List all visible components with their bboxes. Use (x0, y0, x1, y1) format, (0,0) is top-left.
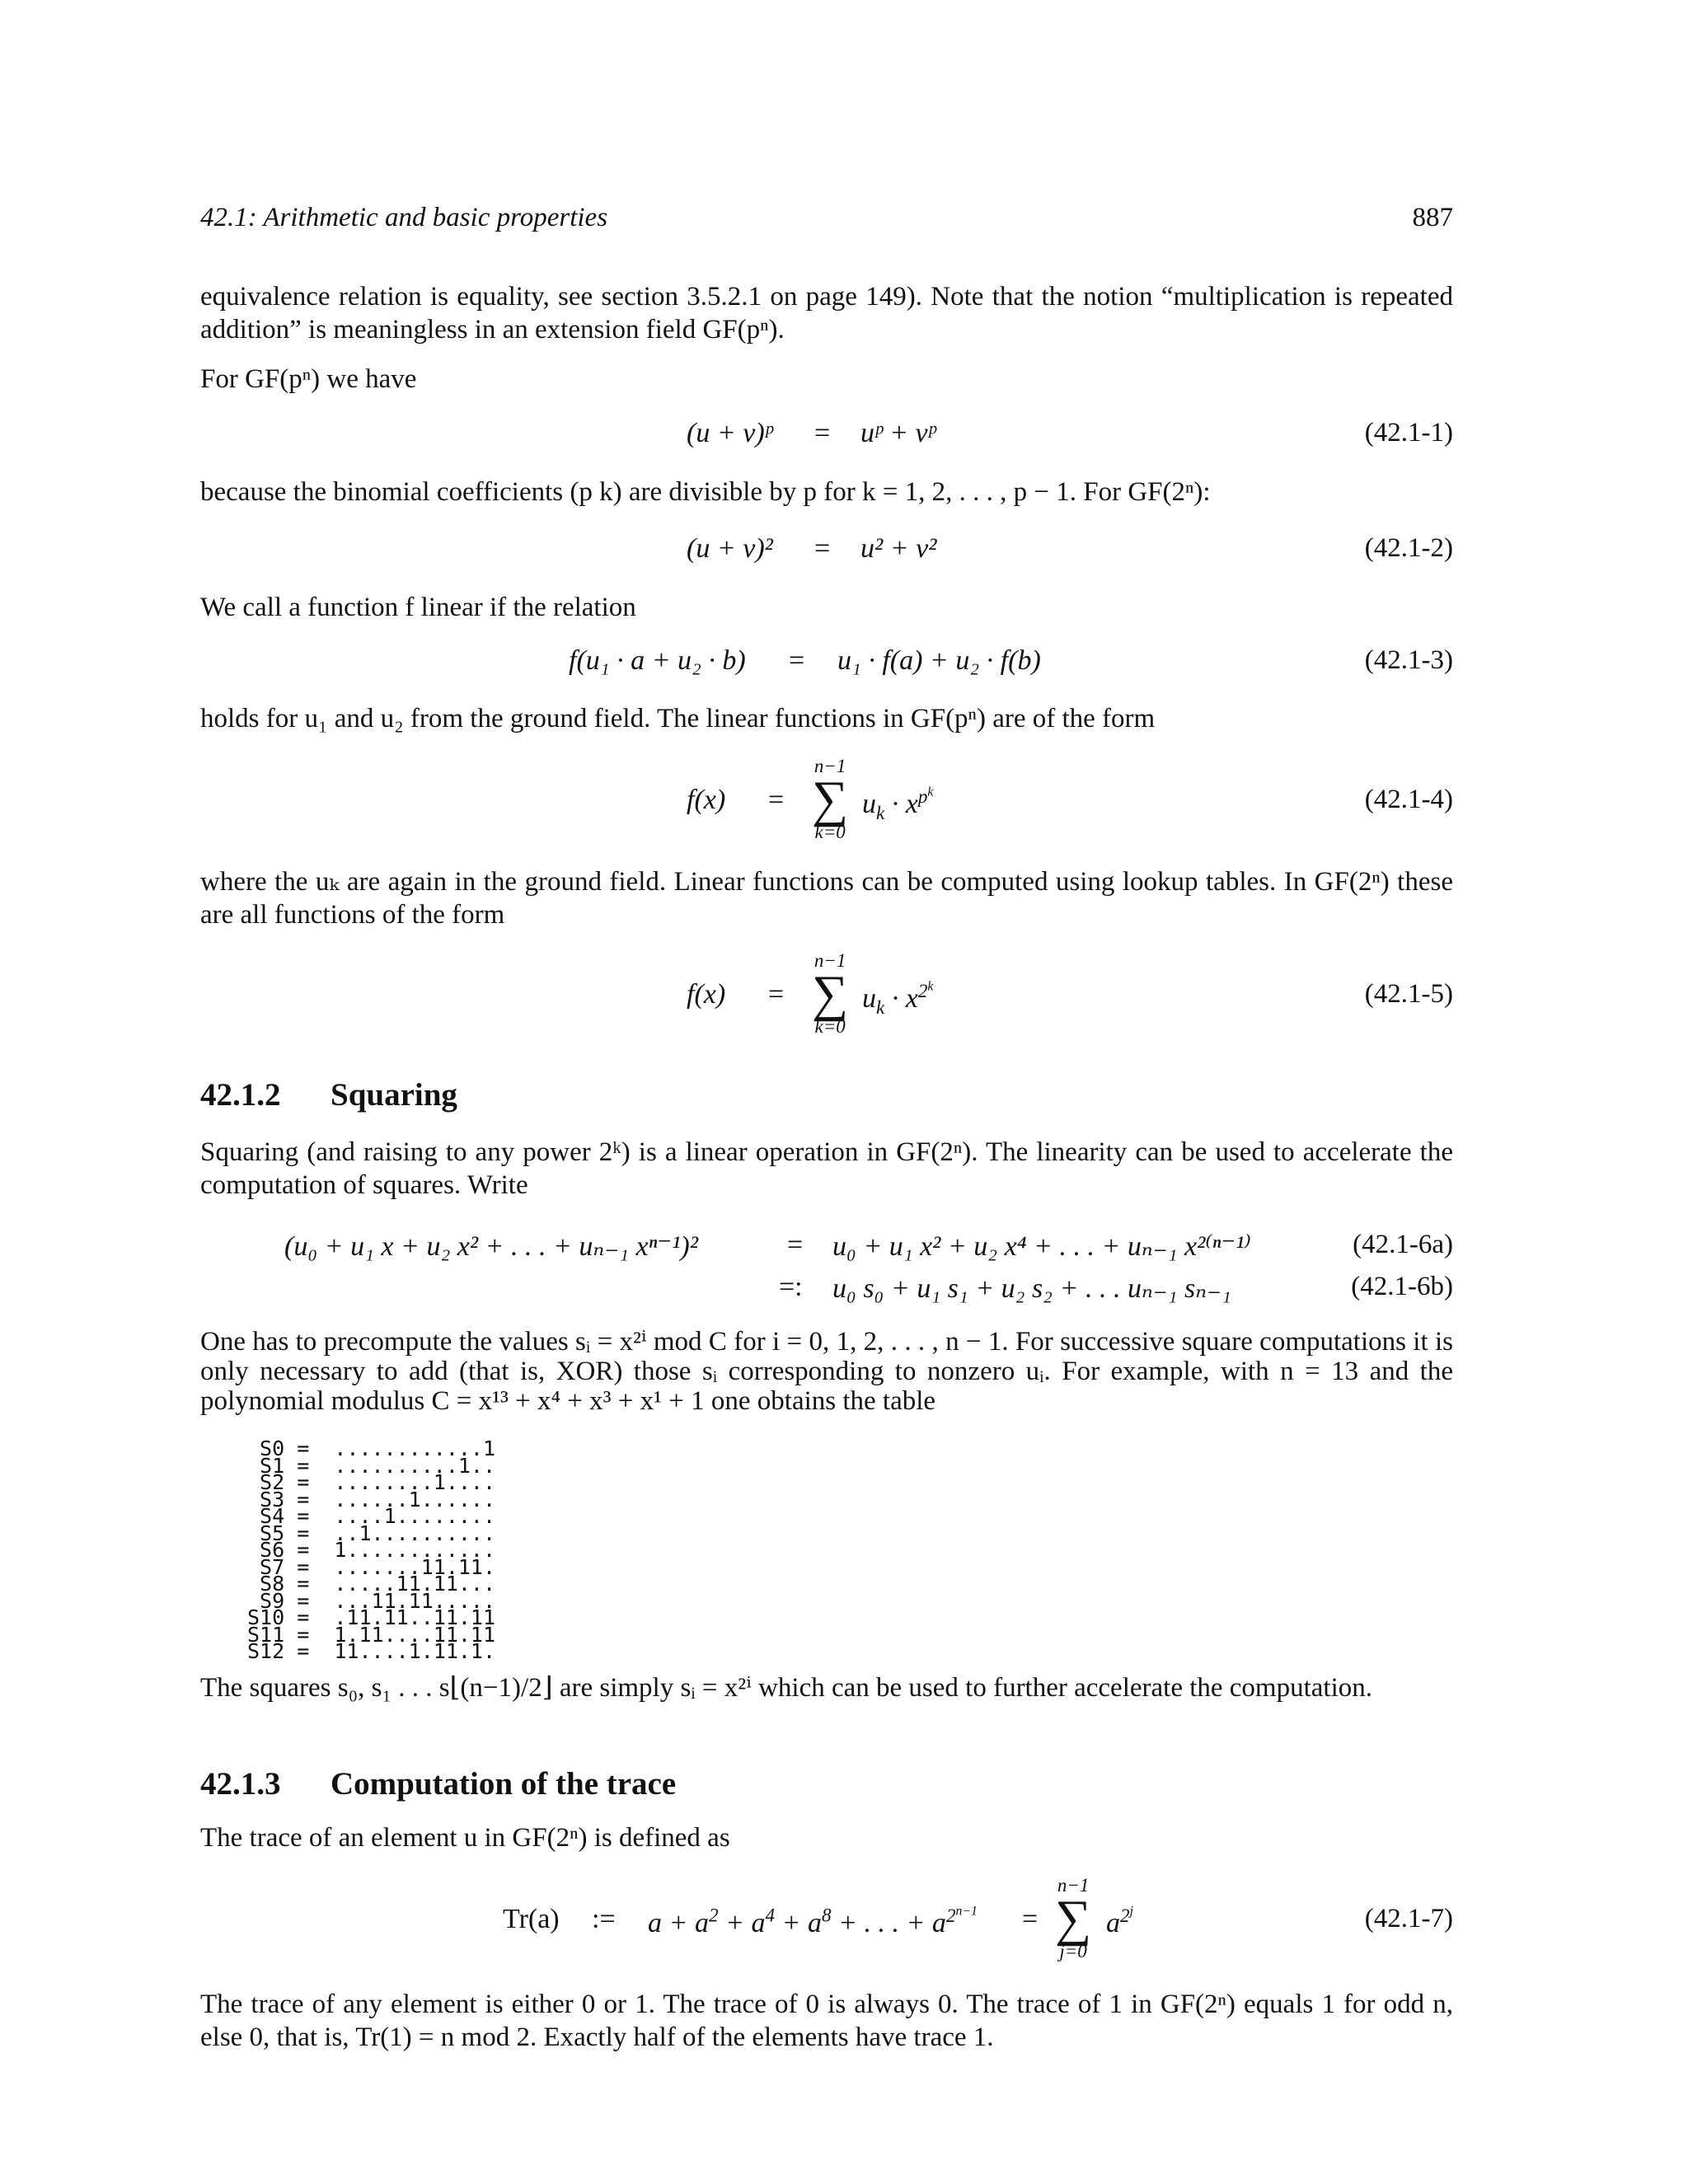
section-heading-trace (200, 1765, 676, 1802)
eq2-lhs: (u + v)² (687, 533, 773, 564)
table-row: S5 = ..1.......... (247, 1521, 496, 1545)
square-table (247, 1436, 496, 1663)
paragraph-linear-def: We call a function f linear if the relation (200, 593, 636, 622)
eq6b-rel: =: (779, 1272, 803, 1302)
eq5-term-display: $u_k \cdot x^{2^k}$ (862, 979, 934, 1019)
eq7-sum-upper: n−1 (1057, 1875, 1090, 1896)
table-row: S1 = ..........1.. (247, 1453, 496, 1478)
eq4-rel: = (768, 785, 785, 815)
paragraph-gf-pn: For GF(pⁿ) we have (200, 364, 417, 394)
table-row: S8 = .....11.11... (247, 1572, 496, 1596)
section-number: 42.1.3 (200, 1766, 281, 1802)
eq1-lhs: (u + v)ᵖ (687, 418, 773, 448)
section-title: Computation of the trace (331, 1766, 677, 1802)
eq3-lhs: f(u₁ · a + u₂ · b) (569, 645, 746, 676)
section-heading-squaring (200, 1076, 457, 1113)
eq7-lhs: Tr(a) (503, 1904, 560, 1934)
eq3-rel: = (789, 645, 805, 676)
paragraph-trace-def: The trace of an element u in GF(2ⁿ) is defined as (200, 1823, 730, 1853)
eq5-number: (42.1-5) (1364, 979, 1453, 1009)
eq1-number: (42.1-1) (1364, 418, 1453, 448)
eq6a-rel: = (787, 1230, 804, 1260)
eq7-number: (42.1-7) (1364, 1904, 1453, 1933)
eq4-sum (812, 757, 848, 842)
eq7-rel2: = (1022, 1904, 1039, 1934)
table-row: S11 = 1.11....11.11 (247, 1622, 496, 1647)
sigma-icon: ∑ (1055, 1891, 1092, 1947)
eq4-term (862, 785, 933, 825)
eq4-term-display: $u_k \cdot x^{p^k}$ (862, 785, 934, 824)
eq4-lhs: f(x) (687, 785, 726, 815)
eq5-sum-upper: n−1 (814, 950, 846, 971)
eq6a-number: (42.1-6a) (1353, 1230, 1453, 1259)
eq1-rel: = (814, 418, 831, 448)
table-row: S10 = .11.11..11.11 (247, 1605, 496, 1629)
section-number: 42.1.2 (200, 1077, 281, 1113)
eq5-rel: = (768, 979, 785, 1010)
eq7-sum-lower: j=0 (1059, 1941, 1087, 1961)
table-row: S4 = ....1........ (247, 1504, 496, 1528)
table-row: S6 = 1............ (247, 1538, 496, 1562)
eq7-sum (1055, 1876, 1091, 1961)
eq1-rhs: uᵖ + vᵖ (860, 418, 936, 448)
table-row: S12 = 11....1.11.1. (247, 1639, 496, 1663)
paragraph-linear-form: holds for u₁ and u₂ from the ground field. The linear functions in GF(pⁿ) are of the form (200, 704, 1156, 733)
sigma-icon: ∑ (812, 771, 849, 827)
eq4-sum-lower: k=0 (814, 822, 846, 842)
paragraph-precompute: One has to precompute the values sᵢ = x²ⁱ mod C for i = 0, 1, 2, . . . , n − 1. For successive square computations it is only necessary to add (that is, XOR) those sᵢ corresponding to nonzero uᵢ. For example, with n = 13 and the polynomial modulus C = x¹³ + x⁴ + x³ + x¹ + 1 one obtains the table (200, 1327, 1453, 1416)
table-row: S7 = .......11.11. (247, 1554, 496, 1579)
eq2-number: (42.1-2) (1364, 533, 1453, 563)
eq7-term (1106, 1904, 1133, 1939)
paragraph-trace-props: The trace of any element is either 0 or 1. The trace of 0 is always 0. The trace of 1 in GF(2ⁿ) equals 1 for odd n, else 0, that is, Tr(1) = n mod 2. Exactly half of the elements have trace 1. (200, 1990, 1453, 2052)
paragraph-squaring: Squaring (and raising to any power 2ᵏ) is a linear operation in GF(2ⁿ). The linearity can be used to accelerate the computation of squares. Write (200, 1137, 1453, 1200)
eq2-rel: = (814, 533, 831, 564)
eq5-sum (812, 951, 848, 1037)
eq4-number: (42.1-4) (1364, 785, 1453, 814)
eq5-sum-lower: k=0 (814, 1016, 846, 1037)
eq4-sum-upper: n−1 (814, 756, 846, 776)
sigma-icon: ∑ (812, 966, 849, 1022)
table-row: S0 = ............1 (247, 1436, 496, 1460)
paragraph-ground-field: where the uₖ are again in the ground field. Linear functions can be computed using lookup tables. In GF(2ⁿ) these are all functions of the form (200, 867, 1453, 930)
table-row: S3 = ......1...... (247, 1487, 496, 1511)
eq6a-lhs: (u₀ + u₁ x + u₂ x² + . . . + uₙ₋₁ xⁿ⁻¹)² (284, 1231, 698, 1262)
eq5-term (862, 979, 933, 1019)
paragraph-squares-simple: The squares s₀, s₁ . . . s⌊(n−1)/2⌋ are simply sᵢ = x²ⁱ which can be used to further accelerate the computation. (200, 1673, 1372, 1703)
eq7-rel: := (592, 1904, 616, 1934)
eq7-mid (648, 1904, 978, 1939)
paragraph-binomial: because the binomial coefficients (p k) are divisible by p for k = 1, 2, . . . , p − 1. For GF(2ⁿ): (200, 477, 1211, 507)
table-row: S9 = ...11.11..... (247, 1588, 496, 1613)
eq5-lhs: f(x) (687, 979, 726, 1010)
eq7-mid-display: $a + a^2 + a^4 + a^8$ + . . . + $a^{2^{n-1}}$ (648, 1904, 978, 1939)
eq2-rhs: u² + v² (860, 533, 937, 564)
eq7-term-display: $a^{2^j}$ (1106, 1904, 1133, 1939)
eq6b-rhs: u₀ s₀ + u₁ s₁ + u₂ s₂ + . . . uₙ₋₁ sₙ₋₁ (832, 1273, 1231, 1304)
page-number: 887 (1412, 203, 1453, 232)
paragraph-equivalence: equivalence relation is equality, see section 3.5.2.1 on page 149). Note that the notion “multiplication is repeated addition” is meaningless in an extension field GF(pⁿ). (200, 282, 1453, 344)
running-header-title: 42.1: Arithmetic and basic properties (200, 203, 608, 232)
eq6b-number: (42.1-6b) (1351, 1272, 1453, 1301)
eq3-number: (42.1-3) (1364, 645, 1453, 675)
section-title: Squaring (331, 1077, 457, 1113)
table-row: S2 = ........1.... (247, 1470, 496, 1494)
eq6a-rhs: u₀ + u₁ x² + u₂ x⁴ + . . . + uₙ₋₁ x²⁽ⁿ⁻¹⁾ (832, 1231, 1251, 1262)
eq3-rhs: u₁ · f(a) + u₂ · f(b) (837, 645, 1041, 676)
